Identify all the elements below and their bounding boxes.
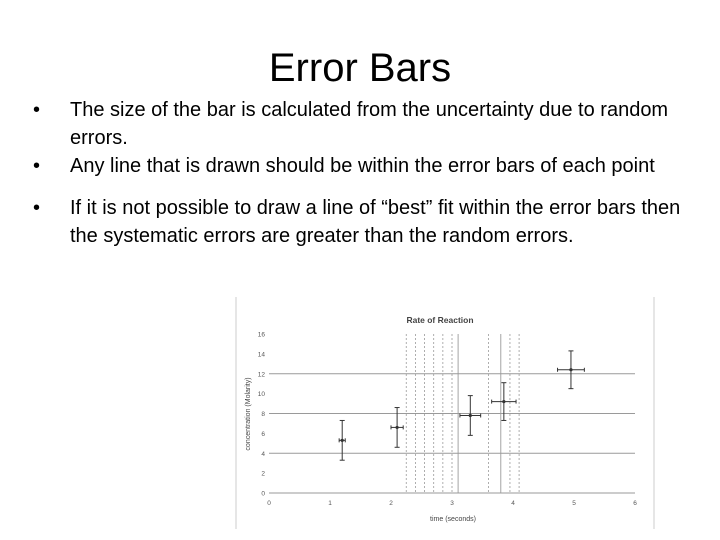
y-tick-label: 16: [257, 331, 265, 339]
y-tick-label: 4: [261, 450, 265, 458]
point-layer: [339, 351, 584, 460]
x-axis-label: time (seconds): [430, 516, 476, 523]
y-tick-label: 2: [261, 470, 265, 478]
bullet-list: [30, 96, 695, 250]
x-tick-label: 6: [633, 500, 637, 507]
point-marker: [502, 400, 505, 403]
bullet-glyph: •: [33, 99, 41, 121]
x-tick-label: 3: [450, 500, 454, 507]
data-point: [492, 383, 516, 421]
bullet-item: [30, 194, 695, 250]
data-point: [558, 351, 585, 389]
bullet-glyph: •: [33, 155, 41, 177]
bullet-text: The size of the bar is calculated from the uncertainty due to random errors.: [70, 99, 669, 149]
y-tick-label: 6: [261, 430, 265, 438]
point-marker: [341, 439, 344, 442]
data-point: [339, 420, 345, 460]
x-tick-label: 5: [572, 500, 576, 507]
x-tick-label: 0: [267, 500, 271, 507]
y-tick-label: 0: [261, 490, 265, 498]
rate-of-reaction-chart: [234, 297, 656, 529]
chart-title: Rate of Reaction: [406, 315, 474, 325]
y-tick-label: 12: [257, 371, 265, 379]
x-tick-label: 2: [389, 500, 393, 507]
bullet-text: Any line that is drawn should be within the error bars of each point: [70, 155, 655, 177]
point-marker: [469, 414, 472, 417]
point-marker: [569, 368, 572, 371]
data-point: [460, 396, 481, 436]
x-tick-label: 1: [328, 500, 332, 507]
grid-layer: [269, 334, 635, 493]
point-marker: [396, 426, 399, 429]
tick-layer: [258, 332, 637, 508]
y-axis-label: concentration (Molarity): [245, 377, 252, 451]
bullet-text: If it is not possible to draw a line of “best” fit within the error bars then the systematic errors are greater than the random errors.: [70, 197, 681, 247]
y-tick-label: 14: [257, 351, 265, 359]
y-tick-label: 8: [261, 411, 265, 418]
slide-title: Error Bars: [268, 46, 452, 90]
bullet-glyph: •: [33, 197, 41, 219]
bullet-item: [30, 152, 695, 180]
y-tick-label: 10: [257, 391, 265, 399]
x-tick-label: 4: [511, 500, 515, 507]
bullet-item: [30, 96, 695, 152]
